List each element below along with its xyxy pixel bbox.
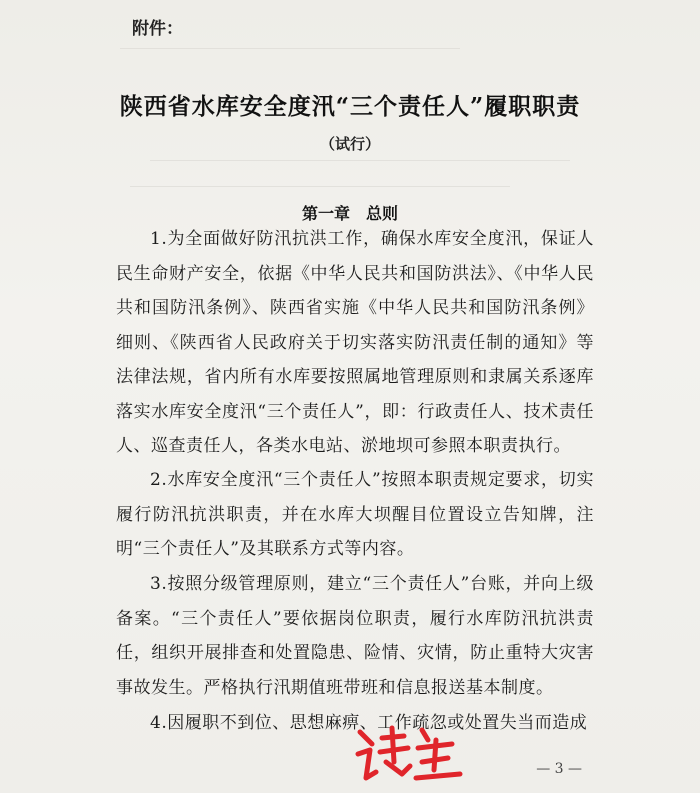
paragraph-2: 2.水库安全度汛“三个责任人”按照本职责规定要求，切实履行防汛抗洪职责，并在水库大坝醒目位置设立告知牌，注明“三个责任人”及其联系方式等内容。 (116, 470, 594, 559)
bleed-through-line (120, 48, 460, 49)
chapter-heading: 第一章 总则 (301, 204, 398, 223)
paragraph-4: 4.因履职不到位、思想麻痹、工作疏忽或处置失当而造成 (150, 713, 588, 733)
bleed-through-line (150, 160, 570, 161)
document-title: 陕西省水库安全度汛“三个责任人”履职职责 (119, 93, 581, 120)
attachment-label: 附件： (132, 19, 183, 39)
document-subtitle: （试行） (319, 135, 380, 153)
paragraph-3: 3.按照分级管理原则，建立“三个责任人”台账，并向上级备案。“三个责任人”要依据岗位职责，履行水库防汛抗洪责任，组织开展排查和处置隐患、险情、灾情，防止重特大灾害事故发生。严格执行汛期值班带班和信息报送基本制度。 (116, 574, 594, 698)
handwritten-signature (352, 722, 472, 793)
page-number: — 3 — (536, 761, 582, 777)
bleed-through-line (130, 186, 510, 187)
paragraph-1: 1.为全面做好防汛抗洪工作，确保水库安全度汛，保证人民生命财产安全，依据《中华人民共和国防洪法》、《中华人民共和国防汛条例》、陕西省实施《中华人民共和国防汛条例》细则、《陕西省人民政府关于切实落实防汛责任制的通知》等法律法规，省内所有水库要按照属地管理原则和隶属关系逐库落实水库安全度汛“三个责任人”，即：行政责任人、技术责任人、巡查责任人，各类水电站、淤地坝可参照本职责执行。 (116, 229, 594, 456)
